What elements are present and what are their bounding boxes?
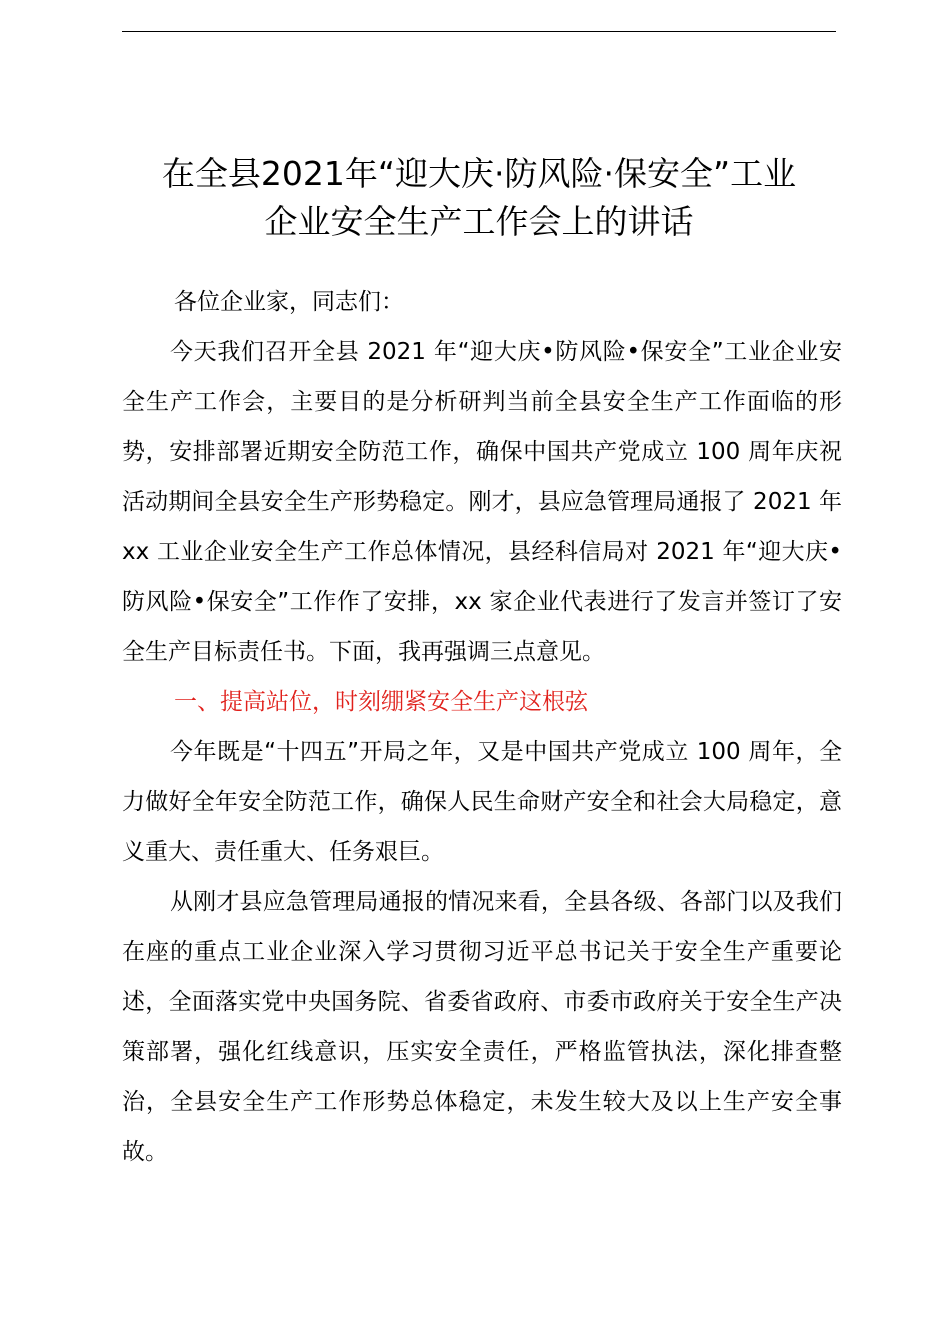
header-rule	[122, 31, 836, 32]
intro-paragraph: 今天我们召开全县 2021 年“迎大庆•防风险•保安全”工业企业安全生产工作会，主要目的是分析研判当前全县安全生产工作面临的形势，安排部署近期安全防范工作，确保中国共产党成立 100 周年庆祝活动期间全县安全生产形势稳定。刚才，县应急管理局通报了 2021 年 xx 工业企业安全生产工作总体情况，县经科信局对 2021 年“迎大庆•防风险•保安全”工作作了安排，xx 家企业代表进行了发言并签订了安全生产目标责任书。下面，我再强调三点意见。	[122, 339, 842, 665]
section-heading: 一、提高站位，时刻绷紧安全生产这根弦	[174, 689, 588, 715]
section-paragraph-2: 从刚才县应急管理局通报的情况来看，全县各级、各部门以及我们在座的重点工业企业深入学习贯彻习近平总书记关于安全生产重要论述，全面落实党中央国务院、省委省政府、市委市政府关于安全生产决策部署，强化红线意识，压实安全责任，严格监管执法，深化排查整治，全县安全生产工作形势总体稳定，未发生较大及以上生产安全事故。	[122, 889, 842, 1165]
salutation: 各位企业家，同志们：	[174, 289, 404, 315]
title-line-2: 企业安全生产工作会上的讲话	[264, 202, 694, 241]
title-line-1: 在全县2021年“迎大庆·防风险·保安全”工业	[161, 154, 797, 193]
section-paragraph-1: 今年既是“十四五”开局之年，又是中国共产党成立 100 周年，全力做好全年安全防范工作，确保人民生命财产安全和社会大局稳定，意义重大、责任重大、任务艰巨。	[122, 739, 842, 865]
document-title	[110, 150, 848, 246]
document-body	[122, 277, 842, 1177]
